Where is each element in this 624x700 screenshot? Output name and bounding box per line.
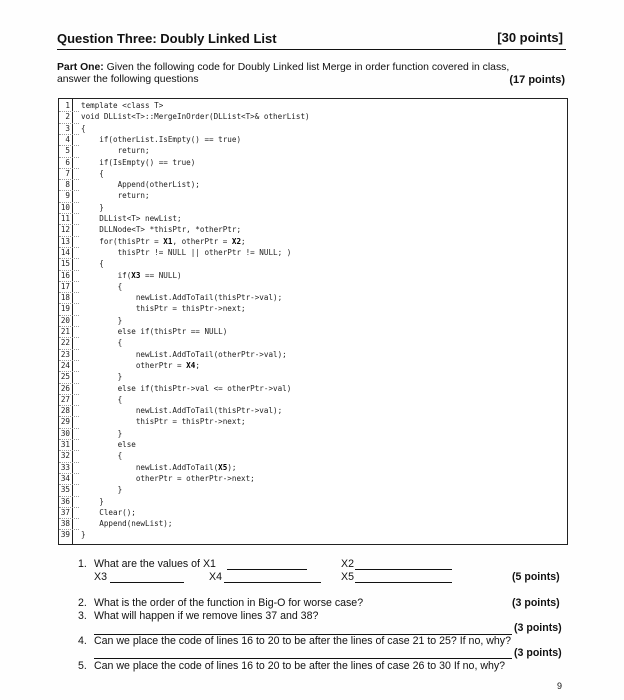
line-separator	[59, 473, 79, 474]
line-separator	[59, 360, 79, 361]
line-number: 8	[65, 180, 70, 190]
line-number: 27	[60, 394, 70, 404]
q3-text: What will happen if we remove lines 37 and 38?	[94, 610, 319, 622]
line-number: 2	[65, 112, 70, 122]
line-number: 18	[60, 293, 70, 303]
code-line: {	[81, 259, 104, 269]
x2-label: X2	[341, 558, 354, 570]
q1-points: (5 points)	[512, 571, 560, 583]
line-separator	[59, 371, 79, 372]
q3-number: 3.	[78, 610, 87, 622]
line-number: 14	[60, 247, 70, 257]
line-separator	[59, 303, 79, 304]
line-number: 7	[65, 168, 70, 178]
line-number: 9	[65, 191, 70, 201]
code-placeholder: X4	[186, 360, 196, 370]
line-separator	[59, 292, 79, 293]
code-line: }	[81, 428, 123, 438]
line-separator	[59, 224, 79, 225]
q5-text: Can we place the code of lines 16 to 20 to be after the lines of case 26 to 30 If no, why?	[94, 660, 506, 672]
page-number: 9	[557, 681, 563, 691]
code-line: Clear();	[81, 507, 136, 517]
code-line: }	[81, 202, 104, 212]
code-line: {	[81, 168, 104, 178]
part-one-intro	[57, 62, 567, 86]
q2-points: (3 points)	[512, 597, 560, 609]
line-number: 33	[60, 462, 70, 472]
code-line: else if(thisPtr == NULL)	[81, 327, 228, 336]
line-number: 16	[60, 270, 70, 280]
code-line: newList.AddToTail(X5);	[81, 462, 237, 472]
line-separator	[59, 337, 79, 338]
code-line: else	[81, 440, 136, 449]
code-line: {	[81, 123, 86, 133]
line-number: 39	[60, 530, 70, 540]
part-label: Part One:	[57, 62, 104, 73]
code-line: DLLNode<T> *thisPtr, *otherPtr;	[81, 225, 242, 235]
line-separator	[59, 134, 79, 135]
line-number: 11	[60, 214, 70, 223]
code-line: newList.AddToTail(otherPtr->val);	[81, 349, 287, 359]
line-separator	[59, 462, 79, 463]
line-separator	[59, 326, 79, 327]
line-number: 3	[65, 123, 70, 133]
code-line: }	[81, 485, 123, 495]
line-separator	[59, 270, 79, 271]
line-number: 19	[60, 304, 70, 314]
q2-text: What is the order of the function in Big-O for worse case?	[94, 597, 364, 609]
code-line: void DLList<T>::MergeInOrder(DLList<T>& otherList)	[81, 112, 310, 122]
question-header	[57, 30, 565, 48]
code-line: {	[81, 281, 123, 291]
line-number: 35	[60, 485, 70, 495]
line-separator	[59, 428, 79, 429]
intro-text-2: answer the following questions	[57, 74, 199, 85]
line-separator	[59, 484, 79, 485]
code-placeholder: X3	[131, 270, 141, 280]
line-separator	[59, 202, 79, 203]
code-line: newList.AddToTail(thisPtr->val);	[81, 293, 283, 303]
x5-label: X5	[341, 571, 354, 583]
x5-answer-blank[interactable]	[355, 582, 452, 583]
code-line: }	[81, 372, 123, 382]
code-line: {	[81, 451, 123, 461]
line-separator	[59, 529, 79, 530]
x2-answer-blank[interactable]	[355, 569, 452, 570]
q2-number: 2.	[78, 597, 87, 609]
code-placeholder: X5	[218, 462, 228, 472]
q1-number: 1.	[78, 558, 87, 570]
code-line: {	[81, 338, 123, 348]
line-separator	[59, 190, 79, 191]
x3-answer-blank[interactable]	[110, 582, 184, 583]
question-title: Question Three: Doubly Linked List	[57, 31, 277, 46]
line-number: 15	[60, 259, 70, 269]
line-separator	[59, 168, 79, 169]
q1-text: What are the values of X1	[94, 558, 216, 570]
line-number: 5	[65, 146, 70, 156]
line-separator	[59, 247, 79, 248]
line-number: 31	[60, 440, 70, 449]
code-line: }	[81, 496, 104, 506]
line-number: 34	[60, 473, 70, 483]
line-separator	[59, 405, 79, 406]
question-points: [30 points]	[497, 30, 563, 45]
line-separator	[59, 450, 79, 451]
line-separator	[59, 439, 79, 440]
line-separator	[59, 416, 79, 417]
line-number: 12	[60, 225, 70, 235]
line-separator	[59, 315, 79, 316]
code-line: thisPtr = thisPtr->next;	[81, 304, 246, 314]
line-separator	[59, 179, 79, 180]
line-number: 10	[60, 202, 70, 212]
q4-answer-line[interactable]	[94, 658, 512, 659]
code-line: otherPtr = otherPtr->next;	[81, 473, 255, 483]
code-line: }	[81, 530, 86, 540]
code-listing	[58, 98, 568, 545]
part-one-points: (17 points)	[509, 74, 565, 86]
line-separator	[59, 383, 79, 384]
line-number: 28	[60, 406, 70, 416]
line-number: 25	[60, 372, 70, 382]
code-line: otherPtr = X4;	[81, 360, 200, 370]
line-separator	[59, 258, 79, 259]
line-separator	[59, 213, 79, 214]
code-line: if(otherList.IsEmpty() == true)	[81, 134, 242, 144]
code-line: newList.AddToTail(thisPtr->val);	[81, 406, 283, 416]
intro-text-1: Given the following code for Doubly Linked list Merge in order function covered in class,	[106, 62, 510, 73]
line-number: 30	[60, 428, 70, 438]
line-number: 37	[60, 507, 70, 517]
x4-answer-blank[interactable]	[224, 582, 321, 583]
code-placeholder: X2	[231, 236, 242, 246]
code-line: template <class T>	[81, 101, 164, 110]
code-line: else if(thisPtr->val <= otherPtr->val)	[81, 383, 292, 393]
header-rule	[57, 49, 566, 50]
line-number: 32	[60, 451, 70, 461]
code-line: thisPtr != NULL || otherPtr != NULL; )	[81, 247, 292, 257]
code-line: DLList<T> newList;	[81, 214, 182, 223]
q5-number: 5.	[78, 660, 87, 672]
line-number: 6	[65, 157, 70, 167]
code-line: for(thisPtr = X1, otherPtr = X2;	[81, 236, 246, 246]
x3-label: X3	[94, 571, 107, 583]
line-number: 1	[65, 101, 70, 110]
q4-text: Can we place the code of lines 16 to 20 to be after the lines of case 21 to 25? If no, why?	[94, 635, 511, 647]
code-placeholder: X1	[163, 236, 173, 246]
line-number: 17	[60, 281, 70, 291]
q4-points: (3 points)	[514, 647, 562, 659]
line-separator	[59, 518, 79, 519]
line-number: 24	[60, 360, 70, 370]
code-line: if(X3 == NULL)	[81, 270, 182, 280]
code-line: return;	[81, 191, 150, 201]
line-number: 13	[60, 236, 70, 246]
q3-points: (3 points)	[514, 622, 562, 634]
code-line: thisPtr = thisPtr->next;	[81, 417, 246, 427]
line-number: 23	[60, 349, 70, 359]
line-number: 36	[60, 496, 70, 506]
line-number: 21	[60, 327, 70, 336]
x4-label: X4	[209, 571, 222, 583]
line-separator	[59, 394, 79, 395]
line-separator	[59, 281, 79, 282]
q4-number: 4.	[78, 635, 87, 647]
code-line: return;	[81, 146, 150, 156]
line-separator	[59, 157, 79, 158]
code-line: Append(newList);	[81, 519, 173, 529]
line-number: 38	[60, 519, 70, 529]
line-separator	[59, 145, 79, 146]
line-number: 4	[65, 134, 70, 144]
line-separator	[59, 123, 79, 124]
code-line: if(IsEmpty() == true)	[81, 157, 196, 167]
line-number: 29	[60, 417, 70, 427]
line-separator	[59, 349, 79, 350]
line-number: 20	[60, 315, 70, 325]
code-line: {	[81, 394, 123, 404]
line-number: 26	[60, 383, 70, 393]
line-separator	[59, 236, 79, 237]
line-separator	[59, 496, 79, 497]
line-number: 22	[60, 338, 70, 348]
code-line: Append(otherList);	[81, 180, 200, 190]
x1-answer-blank[interactable]	[227, 569, 307, 570]
line-separator	[59, 111, 79, 112]
code-line: }	[81, 315, 123, 325]
line-separator	[59, 507, 79, 508]
